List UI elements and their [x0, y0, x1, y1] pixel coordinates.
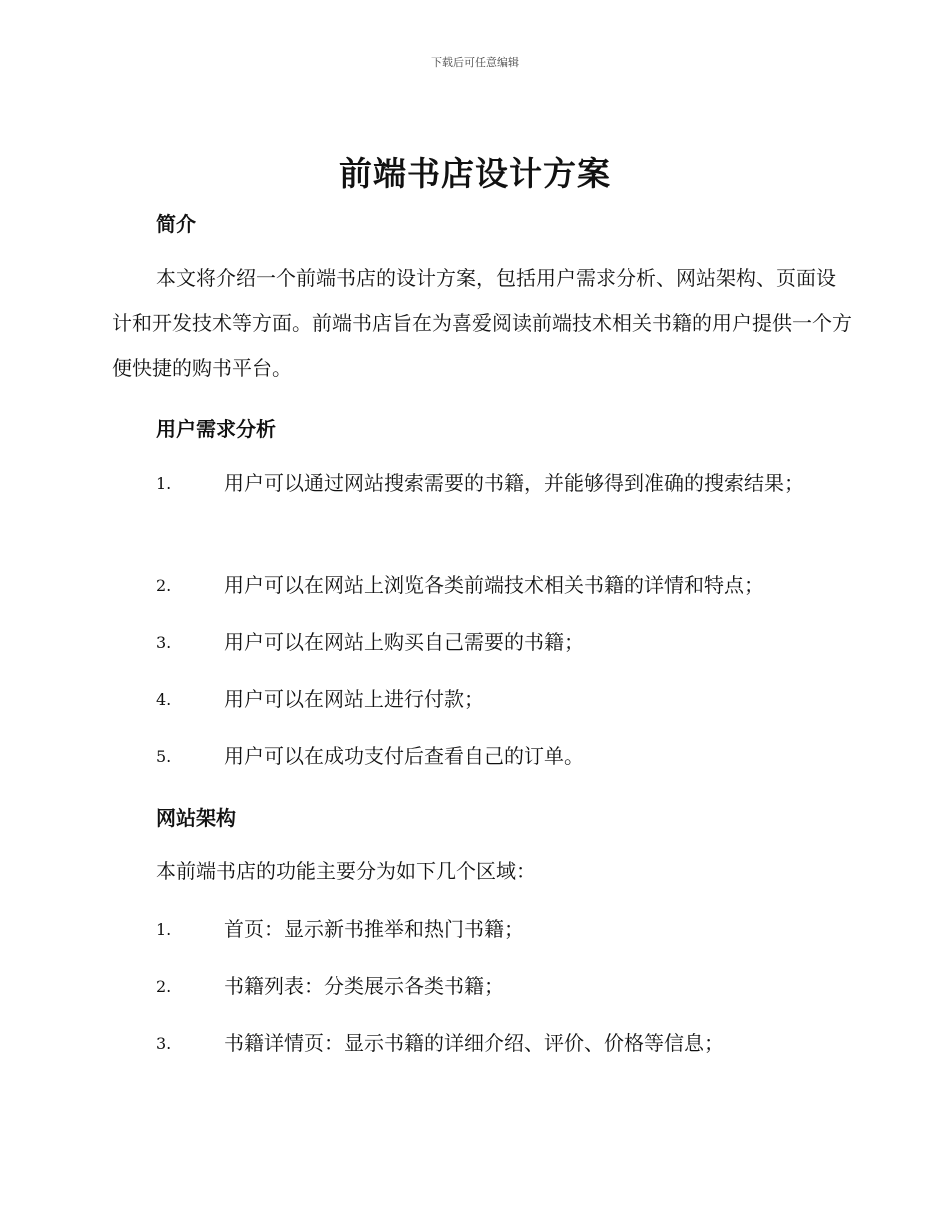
list-text: 用户可以在网站上购买自己需要的书籍；	[224, 630, 584, 654]
intro-paragraph: 本文将介绍一个前端书店的设计方案，包括用户需求分析、网站架构、页面设计和开发技术等方面。前端书店旨在为喜爱阅读前端技术相关书籍的用户提供一个方便快捷的购书平台。	[112, 266, 852, 380]
list-number: 3.	[156, 1034, 172, 1053]
list-text: 用户可以在网站上浏览各类前端技术相关书籍的详情和特点；	[224, 573, 764, 597]
list-text: 用户可以在成功支付后查看自己的订单。	[224, 744, 584, 768]
architecture-list-item	[112, 907, 852, 952]
list-text: 首页：显示新书推举和热门书籍；	[224, 917, 524, 941]
section-heading-intro: 简介	[156, 212, 196, 236]
list-number: 4.	[156, 690, 172, 709]
list-number: 3.	[156, 633, 172, 652]
list-number: 5.	[156, 747, 172, 766]
section-heading-requirements: 用户需求分析	[156, 417, 276, 441]
requirements-list-item	[112, 620, 852, 665]
requirements-list-item	[112, 461, 852, 506]
requirements-list-item	[112, 563, 852, 608]
list-text: 书籍详情页：显示书籍的详细介绍、评价、价格等信息；	[224, 1031, 724, 1055]
list-text: 用户可以在网站上进行付款；	[224, 687, 484, 711]
requirements-list-item	[112, 734, 852, 779]
list-number: 2.	[156, 576, 172, 595]
list-text: 书籍列表：分类展示各类书籍；	[224, 974, 504, 998]
list-text: 用户可以通过网站搜索需要的书籍，并能够得到准确的搜索结果；	[224, 471, 804, 495]
header-note: 下载后可任意编辑	[431, 56, 519, 69]
architecture-intro: 本前端书店的功能主要分为如下几个区域：	[156, 859, 536, 883]
list-number: 1.	[156, 474, 172, 493]
document-title: 前端书店设计方案	[339, 154, 611, 193]
section-heading-architecture: 网站架构	[156, 806, 236, 830]
architecture-list-item	[112, 1021, 852, 1066]
list-number: 1.	[156, 920, 172, 939]
list-number: 2.	[156, 977, 172, 996]
architecture-list-item	[112, 964, 852, 1009]
requirements-list-item	[112, 677, 852, 722]
